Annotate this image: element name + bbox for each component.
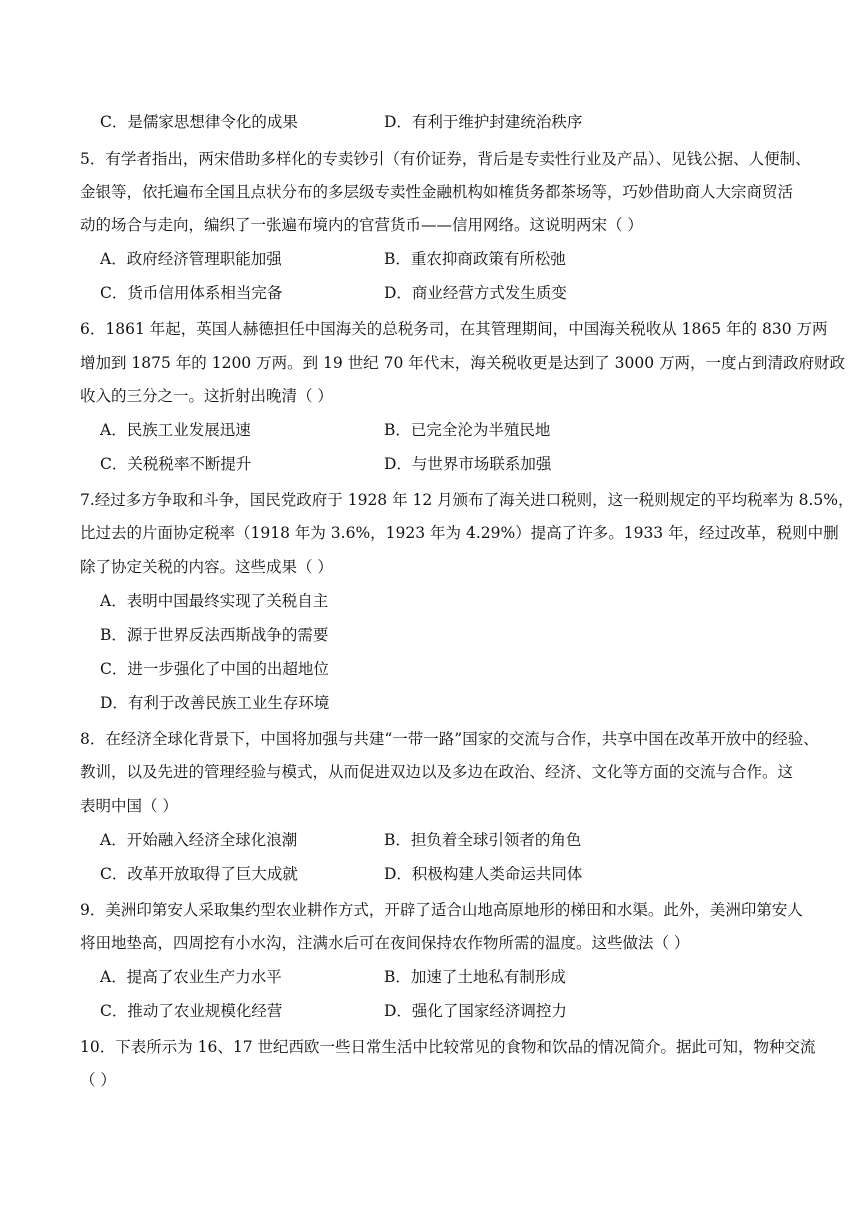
q6-option-c[interactable]: C．关税税率不断提升 <box>100 455 252 473</box>
q4-option-c[interactable]: C．是儒家思想律令化的成果 <box>100 113 298 131</box>
q5-stem-line-2: 金银等，依托遍布全国且点状分布的多层级专卖性金融机构如榷货务都茶场等，巧妙借助商人大宗商贸活 <box>80 183 794 201</box>
q6-stem-line-1: 6．1861 年起，英国人赫德担任中国海关的总税务司，在其管理期间，中国海关税收从 1865 年的 830 万两 <box>80 320 828 338</box>
q7-option-b[interactable]: B．源于世界反法西斯战争的需要 <box>100 626 329 644</box>
q6-stem-line-3: 收入的三分之一。这折射出晚清（ ） <box>80 387 333 405</box>
q5-option-b[interactable]: B．重农抑商政策有所松弛 <box>384 250 566 268</box>
q8-option-d[interactable]: D．积极构建人类命运共同体 <box>384 865 583 883</box>
q7-stem-line-2: 比过去的片面协定税率（1918 年为 3.6%，1923 年为 4.29%）提高了许多。1933 年，经过改革，税则中删 <box>80 524 839 542</box>
q9-option-d[interactable]: D．强化了国家经济调控力 <box>384 1002 567 1020</box>
q5-stem-line-1: 5．有学者指出，两宋借助多样化的专卖钞引（有价证券，背后是专卖性行业及产品）、见钱公据、人便制、 <box>80 150 811 168</box>
q5-stem-line-3: 动的场合与走向，编织了一张遍布境内的官营货币——信用网络。这说明两宋（ ） <box>80 216 643 234</box>
q9-stem-line-2: 将田地垫高，四周挖有小水沟，注满水后可在夜间保持农作物所需的温度。这些做法（ ） <box>80 934 690 952</box>
q8-option-b[interactable]: B．担负着全球引领者的角色 <box>384 831 582 849</box>
q6-option-a[interactable]: A．民族工业发展迅速 <box>100 421 251 439</box>
q10-stem-line-1: 10．下表所示为 16、17 世纪西欧一些日常生活中比较常见的食物和饮品的情况简介。据此可知，物种交流 <box>80 1038 816 1056</box>
q8-stem-line-3: 表明中国（ ） <box>80 797 178 815</box>
q5-option-a[interactable]: A．政府经济管理职能加强 <box>100 250 282 268</box>
q7-stem-line-1: 7.经过多方争取和斗争，国民党政府于 1928 年 12 月颁布了海关进口税则，这一税则规定的平均税率为 8.5%， <box>80 491 854 509</box>
q8-stem-line-1: 8．在经济全球化背景下，中国将加强与共建“一带一路”国家的交流与合作，共享中国在改革开放中的经验、 <box>80 730 819 748</box>
q7-option-a[interactable]: A．表明中国最终实现了关税自主 <box>100 592 329 610</box>
q6-option-d[interactable]: D．与世界市场联系加强 <box>384 455 552 473</box>
q5-option-d[interactable]: D．商业经营方式发生质变 <box>384 284 567 302</box>
q9-option-b[interactable]: B．加速了土地私有制形成 <box>384 968 566 986</box>
q7-stem-line-3: 除了协定关税的内容。这些成果（ ） <box>80 558 333 576</box>
q8-stem-line-2: 教训，以及先进的管理经验与模式，从而促进双边以及多边在政治、经济、文化等方面的交流与合作。这 <box>80 763 794 781</box>
q4-option-d[interactable]: D．有利于维护封建统治秩序 <box>384 113 583 131</box>
q8-option-a[interactable]: A．开始融入经济全球化浪潮 <box>100 831 298 849</box>
q6-option-b[interactable]: B．已完全沦为半殖民地 <box>384 421 551 439</box>
q5-option-c[interactable]: C．货币信用体系相当完备 <box>100 284 283 302</box>
q6-stem-line-2: 增加到 1875 年的 1200 万两。到 19 世纪 70 年代末，海关税收更是达到了 3000 万两，一度占到清政府财政 <box>80 354 846 372</box>
q7-option-c[interactable]: C．进一步强化了中国的出超地位 <box>100 660 329 678</box>
q10-stem-line-2: （ ） <box>80 1071 116 1089</box>
q9-stem-line-1: 9．美洲印第安人采取集约型农业耕作方式，开辟了适合山地高原地形的梯田和水渠。此外，美洲印第安人 <box>80 901 803 919</box>
q7-option-d[interactable]: D．有利于改善民族工业生存环境 <box>100 694 330 712</box>
q8-option-c[interactable]: C．改革开放取得了巨大成就 <box>100 865 298 883</box>
q9-option-a[interactable]: A．提高了农业生产力水平 <box>100 968 282 986</box>
q9-option-c[interactable]: C．推动了农业规模化经营 <box>100 1002 283 1020</box>
